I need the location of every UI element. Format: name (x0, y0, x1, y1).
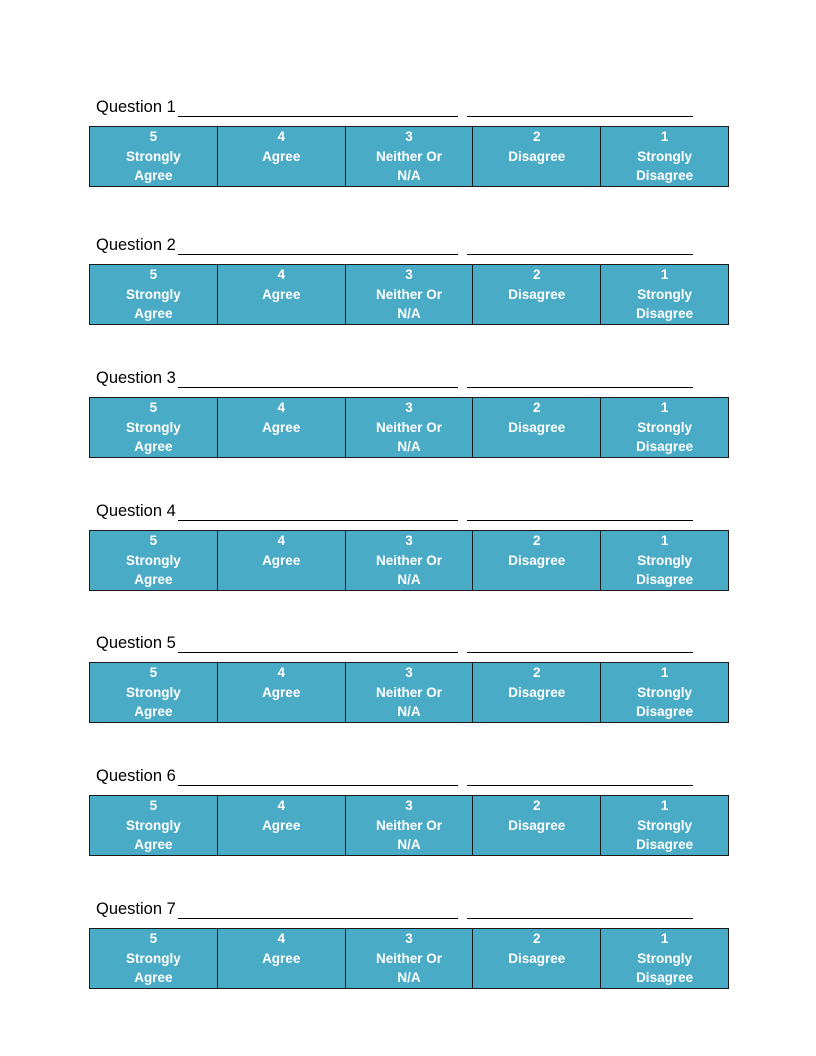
rating-value: 1 (660, 129, 669, 144)
rating-text: Disagree (508, 148, 566, 164)
question-block (89, 501, 729, 587)
rating-option[interactable] (472, 265, 600, 324)
rating-text: Agree (262, 419, 301, 435)
answer-blank-line[interactable] (178, 785, 458, 786)
rating-option[interactable] (217, 398, 345, 457)
question-label: Question 3 (96, 369, 176, 387)
rating-option[interactable] (90, 796, 217, 855)
answer-blank-line[interactable] (178, 254, 458, 255)
rating-value: 5 (149, 665, 158, 680)
rating-text: Strongly Agree (126, 684, 181, 719)
rating-text: Disagree (508, 552, 566, 568)
rating-text: Agree (262, 148, 301, 164)
rating-value: 2 (533, 533, 541, 548)
rating-value: 4 (277, 931, 285, 946)
rating-option[interactable] (217, 663, 345, 722)
rating-value: 2 (533, 400, 541, 415)
rating-option[interactable] (217, 127, 345, 186)
rating-text: Strongly Agree (126, 817, 181, 852)
rating-value: 1 (660, 798, 669, 813)
rating-option[interactable] (90, 127, 217, 186)
rating-value: 1 (660, 400, 669, 415)
rating-value: 3 (405, 931, 413, 946)
rating-option[interactable] (345, 127, 473, 186)
rating-value: 1 (660, 931, 669, 946)
rating-value: 3 (405, 533, 413, 548)
answer-blank-line[interactable] (178, 520, 458, 521)
answer-blank-line[interactable] (178, 116, 458, 117)
rating-option[interactable] (600, 531, 728, 590)
rating-text: Neither Or N/A (375, 552, 442, 587)
rating-value: 5 (149, 931, 158, 946)
rating-option[interactable] (345, 265, 473, 324)
rating-option[interactable] (600, 127, 728, 186)
rating-value: 4 (277, 129, 285, 144)
rating-scale (89, 662, 729, 723)
rating-value: 4 (277, 267, 285, 282)
rating-text: Strongly Agree (126, 552, 181, 587)
rating-option[interactable] (90, 531, 217, 590)
rating-text: Strongly Disagree (636, 148, 694, 183)
rating-value: 4 (277, 798, 285, 813)
rating-option[interactable] (472, 796, 600, 855)
rating-value: 5 (149, 129, 158, 144)
question-block (89, 899, 729, 985)
rating-option[interactable] (345, 796, 473, 855)
rating-scale (89, 397, 729, 458)
rating-text: Strongly Disagree (636, 552, 694, 587)
question-line (89, 97, 729, 121)
rating-value: 3 (405, 267, 413, 282)
rating-scale (89, 795, 729, 856)
rating-text: Disagree (508, 419, 566, 435)
rating-text: Neither Or N/A (375, 684, 442, 719)
rating-value: 2 (533, 267, 541, 282)
rating-option[interactable] (90, 929, 217, 988)
question-block (89, 766, 729, 852)
rating-option[interactable] (345, 531, 473, 590)
rating-text: Neither Or N/A (375, 148, 442, 183)
answer-blank-line[interactable] (467, 652, 693, 653)
rating-option[interactable] (472, 531, 600, 590)
rating-text: Neither Or N/A (375, 950, 442, 985)
rating-value: 1 (660, 533, 669, 548)
rating-text: Agree (262, 286, 301, 302)
rating-option[interactable] (345, 929, 473, 988)
question-line (89, 235, 729, 259)
question-line (89, 633, 729, 657)
rating-value: 2 (533, 129, 541, 144)
rating-option[interactable] (600, 265, 728, 324)
rating-value: 5 (149, 400, 158, 415)
rating-scale (89, 126, 729, 187)
rating-value: 2 (533, 931, 541, 946)
rating-value: 3 (405, 400, 413, 415)
rating-value: 3 (405, 129, 413, 144)
answer-blank-line[interactable] (178, 918, 458, 919)
rating-text: Strongly Agree (126, 286, 181, 321)
rating-text: Strongly Disagree (636, 286, 694, 321)
rating-text: Disagree (508, 684, 566, 700)
question-line (89, 899, 729, 923)
question-label: Question 4 (96, 502, 176, 520)
rating-option[interactable] (345, 663, 473, 722)
rating-text: Strongly Disagree (636, 684, 694, 719)
answer-blank-line[interactable] (467, 918, 693, 919)
rating-value: 4 (277, 533, 285, 548)
rating-text: Neither Or N/A (375, 286, 442, 321)
rating-text: Agree (262, 552, 301, 568)
rating-option[interactable] (600, 398, 728, 457)
rating-scale (89, 928, 729, 989)
rating-option[interactable] (217, 265, 345, 324)
question-line (89, 501, 729, 525)
rating-text: Strongly Disagree (636, 950, 694, 985)
rating-text: Neither Or N/A (375, 419, 442, 454)
rating-value: 5 (149, 267, 158, 282)
rating-option[interactable] (217, 531, 345, 590)
rating-text: Disagree (508, 817, 566, 833)
rating-value: 4 (277, 400, 285, 415)
answer-blank-line[interactable] (178, 652, 458, 653)
rating-scale (89, 264, 729, 325)
answer-blank-line[interactable] (467, 116, 693, 117)
rating-value: 2 (533, 798, 541, 813)
rating-text: Agree (262, 950, 301, 966)
rating-value: 2 (533, 665, 541, 680)
rating-text: Neither Or N/A (375, 817, 442, 852)
rating-option[interactable] (217, 929, 345, 988)
rating-option[interactable] (90, 663, 217, 722)
rating-text: Disagree (508, 286, 566, 302)
rating-text: Agree (262, 817, 301, 833)
rating-text: Strongly Agree (126, 148, 181, 183)
question-block (89, 633, 729, 719)
rating-text: Strongly Agree (126, 419, 181, 454)
rating-option[interactable] (90, 398, 217, 457)
rating-text: Strongly Disagree (636, 817, 694, 852)
rating-option[interactable] (90, 265, 217, 324)
rating-option[interactable] (600, 929, 728, 988)
question-line (89, 766, 729, 790)
rating-text: Agree (262, 684, 301, 700)
question-label: Question 5 (96, 634, 176, 652)
answer-blank-line[interactable] (467, 254, 693, 255)
rating-option[interactable] (600, 663, 728, 722)
rating-value: 3 (405, 798, 413, 813)
rating-option[interactable] (345, 398, 473, 457)
rating-scale (89, 530, 729, 591)
rating-value: 5 (149, 798, 158, 813)
rating-text: Strongly Agree (126, 950, 181, 985)
rating-option[interactable] (472, 127, 600, 186)
rating-value: 5 (149, 533, 158, 548)
rating-value: 3 (405, 665, 413, 680)
answer-blank-line[interactable] (467, 387, 693, 388)
rating-option[interactable] (217, 796, 345, 855)
question-block (89, 97, 729, 183)
question-label: Question 1 (96, 98, 176, 116)
rating-option[interactable] (472, 929, 600, 988)
rating-text: Disagree (508, 950, 566, 966)
rating-value: 1 (660, 665, 669, 680)
rating-value: 1 (660, 267, 669, 282)
rating-text: Strongly Disagree (636, 419, 694, 454)
question-block (89, 368, 729, 454)
rating-option[interactable] (472, 398, 600, 457)
answer-blank-line[interactable] (467, 785, 693, 786)
rating-value: 4 (277, 665, 285, 680)
question-block (89, 235, 729, 321)
question-label: Question 2 (96, 236, 176, 254)
question-line (89, 368, 729, 392)
question-label: Question 7 (96, 900, 176, 918)
rating-option[interactable] (600, 796, 728, 855)
answer-blank-line[interactable] (467, 520, 693, 521)
rating-option[interactable] (472, 663, 600, 722)
answer-blank-line[interactable] (178, 387, 458, 388)
question-label: Question 6 (96, 767, 176, 785)
